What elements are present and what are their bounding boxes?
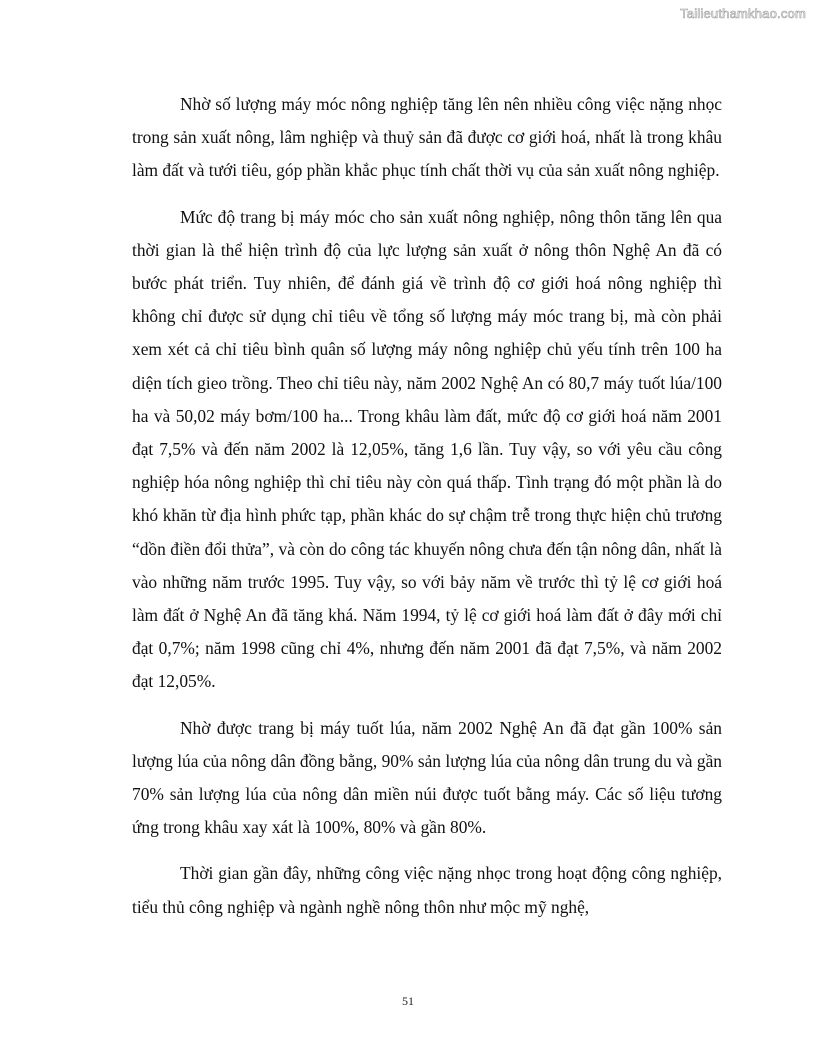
paragraph-threshing-machines: Nhờ được trang bị máy tuốt lúa, năm 2002 Nghệ An đã đạt gần 100% sản lượng lúa của nông dân đồng bằng, 90% sản lượng lúa của nông dân trung du và gần 70% sản lượng lúa của nông dân miền núi được tuốt bằng máy. Các số liệu tương ứng trong khâu xay xát là 100%, 80% và gần 80%. — [132, 717, 722, 838]
paragraph-mechanization-benefits: Nhờ số lượng máy móc nông nghiệp tăng lên nên nhiều công việc nặng nhọc trong sản xuất nông, lâm nghiệp và thuỷ sản đã được cơ giới hoá, nhất là trong khâu làm đất và tưới tiêu, góp phần khắc phục tính chất thời vụ của sản xuất nông nghiệp. — [132, 94, 722, 181]
paragraph-mechanization-level: Mức độ trang bị máy móc cho sản xuất nông nghiệp, nông thôn tăng lên qua thời gian là thể hiện trình độ của lực lượng sản xuất ở nông thôn Nghệ An đã có bước phát triển. Tuy nhiên, để đánh giá về trình độ cơ giới hoá nông nghiệp thì không chỉ được sử dụng chỉ tiêu về tổng số lượng máy móc trang bị, mà còn phải xem xét cả chỉ tiêu bình quân số lượng máy nông nghiệp chủ yếu tính trên 100 ha diện tích gieo trồng. Theo chỉ tiêu này, năm 2002 Nghệ An có 80,7 máy tuốt lúa/100 ha và 50,02 máy bơm/100 ha... Trong khâu làm đất, mức độ cơ giới hoá năm 2001 đạt 7,5% và đến năm 2002 là 12,05%, tăng 1,6 lần. Tuy vậy, so với yêu cầu công nghiệp hóa nông nghiệp thì chỉ tiêu này còn quá thấp. Tình trạng đó một phần là do khó khăn từ địa hình phức tạp, phần khác do sự chậm trễ trong thực hiện chủ trương “dồn điền đổi thửa”, và còn do công tác khuyến nông chưa đến tận nông dân, nhất là vào những năm trước 1995. Tuy vậy, so với bảy năm về trước thì tỷ lệ cơ giới hoá làm đất ở Nghệ An đã tăng khá. Năm 1994, tỷ lệ cơ giới hoá làm đất ở đây mới chỉ đạt 0,7%; năm 1998 cũng chỉ 4%, nhưng đến năm 2001 đã đạt 7,5%, và năm 2002 đạt 12,05%. — [132, 206, 722, 692]
page-number: 51 — [402, 994, 414, 1008]
watermark-text: Tailieuthamkhao.com — [680, 6, 806, 21]
paragraph-recent-industry: Thời gian gần đây, những công việc nặng nhọc trong hoạt động công nghiệp, tiểu thủ công nghiệp và ngành nghề nông thôn như mộc mỹ nghệ, — [132, 863, 722, 917]
document-body — [132, 88, 722, 937]
